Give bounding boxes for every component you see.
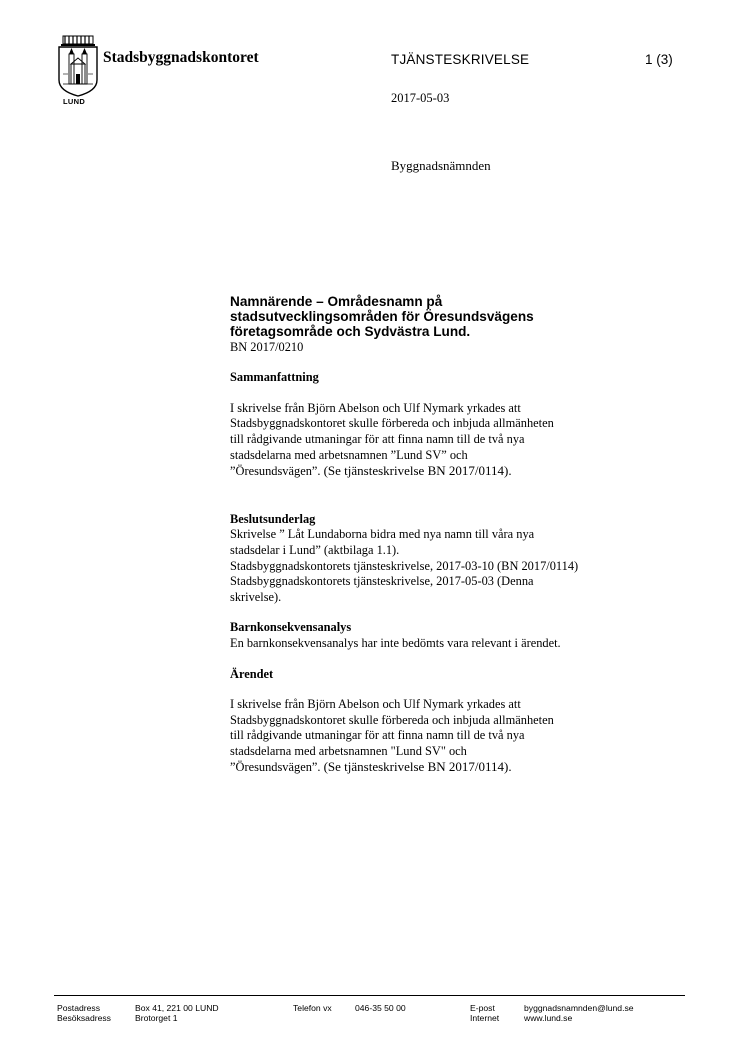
internet-label: Internet bbox=[470, 1013, 500, 1023]
telefon-label: Telefon vx bbox=[293, 1003, 332, 1013]
title-line: företagsområde och Sydvästra Lund. bbox=[230, 324, 471, 340]
text-segment: ”Öresundsvägen”. bbox=[230, 464, 324, 479]
text-line: skrivelse). bbox=[230, 589, 282, 604]
heading-sammanfattning: Sammanfattning bbox=[230, 370, 319, 385]
text-line: Stadsbyggnadskontoret skulle förbereda och inbjuda allmänheten bbox=[230, 712, 554, 727]
page-number: 1 (3) bbox=[645, 52, 673, 67]
text-segment: ”Öresundsvägen”. bbox=[230, 760, 324, 775]
text-line: stadsdelarna med arbetsnamnen ”Lund SV” och bbox=[230, 447, 468, 462]
text-line: Stadsbyggnadskontorets tjänsteskrivelse, 2017-05-03 (Denna bbox=[230, 574, 534, 589]
document-date: 2017-05-03 bbox=[391, 91, 450, 105]
besoksadress-value: Brotorget 1 bbox=[135, 1013, 178, 1023]
heading-barnkonsekvensanalys: Barnkonsekvensanalys bbox=[230, 620, 352, 635]
postadress-value: Box 41, 221 00 LUND bbox=[135, 1003, 219, 1013]
document-title bbox=[230, 294, 660, 340]
postadress-label: Postadress bbox=[57, 1003, 100, 1013]
text-line: stadsdelar i Lund” (aktbilaga 1.1). bbox=[230, 542, 400, 557]
text-line: till rådgivande utmaningar för att finna namn till de två nya bbox=[230, 431, 525, 446]
title-line: Namnärende – Områdesnamn på bbox=[230, 294, 443, 309]
recipient: Byggnadsnämnden bbox=[391, 158, 491, 173]
telefon-value: 046-35 50 00 bbox=[355, 1003, 406, 1013]
text-line: I skrivelse från Björn Abelson och Ulf Nymark yrkades att bbox=[230, 400, 521, 415]
barnkonsekvensanalys-text: En barnkonsekvensanalys har inte bedömts vara relevant i ärendet. bbox=[230, 635, 561, 650]
text-line bbox=[230, 463, 660, 480]
text-line: Skrivelse ” Låt Lundaborna bidra med nya namn till våra nya bbox=[230, 527, 535, 542]
epost-label: E-post bbox=[470, 1003, 495, 1013]
logo-text: LUND bbox=[63, 97, 86, 106]
heading-arendet: Ärendet bbox=[230, 666, 274, 681]
beslutsunderlag-list bbox=[230, 527, 660, 605]
document-body bbox=[230, 294, 660, 776]
sammanfattning-text bbox=[230, 401, 660, 480]
text-line: stadsdelarna med arbetsnamnen "Lund SV" och bbox=[230, 743, 467, 758]
text-line: Stadsbyggnadskontorets tjänsteskrivelse, 2017-03-10 (BN 2017/0114) bbox=[230, 558, 579, 573]
tjansteskrivelse-reference: (Se tjänsteskrivelse BN 2017/0114). bbox=[323, 463, 512, 479]
heading-beslutsunderlag: Beslutsunderlag bbox=[230, 511, 316, 526]
epost-value[interactable]: byggnadsnamnden@lund.se bbox=[524, 1003, 634, 1013]
besoksadress-label: Besöksadress bbox=[57, 1013, 111, 1023]
text-line bbox=[230, 759, 660, 776]
organization-name: Stadsbyggnadskontoret bbox=[103, 49, 259, 66]
text-line: Stadsbyggnadskontoret skulle förbereda och inbjuda allmänheten bbox=[230, 416, 554, 431]
tjansteskrivelse-reference: (Se tjänsteskrivelse BN 2017/0114). bbox=[323, 759, 512, 775]
title-line: stadsutvecklingsområden för Öresundsvägens bbox=[230, 309, 534, 325]
text-line: till rådgivande utmaningar för att finna namn till de två nya bbox=[230, 728, 525, 743]
arendet-text bbox=[230, 697, 660, 776]
internet-value[interactable]: www.lund.se bbox=[524, 1013, 573, 1023]
document-type: TJÄNSTESKRIVELSE bbox=[391, 52, 530, 67]
text-line: I skrivelse från Björn Abelson och Ulf Nymark yrkades att bbox=[230, 697, 521, 712]
footer-divider bbox=[54, 995, 685, 996]
case-reference: BN 2017/0210 bbox=[230, 339, 304, 354]
